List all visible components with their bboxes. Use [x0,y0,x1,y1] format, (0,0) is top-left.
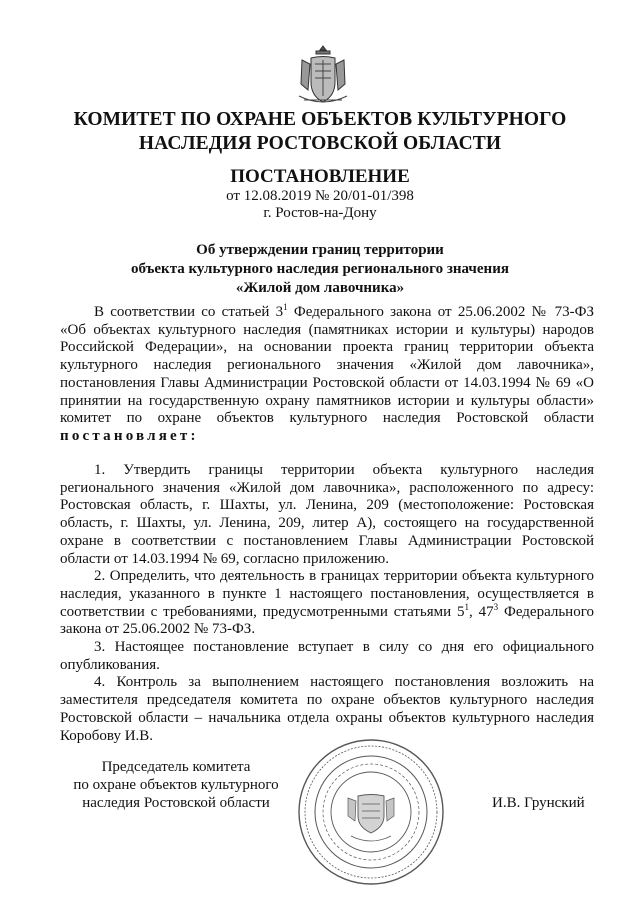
subject-line: Об утверждении границ территории [196,242,444,258]
preamble-paragraph [60,304,594,446]
item-text: , 47 [469,603,494,620]
coat-of-arms-icon [296,44,350,106]
subject-line: объекта культурного наследия регионального значения [131,261,509,277]
superscript: 1 [464,601,470,612]
committee-name [70,108,570,156]
signatory-name: И.В. Грунский [492,795,585,811]
decree-item-3: 3. Настоящее постановление вступает в силу со дня его официального опубликования. [60,639,594,673]
document-subject [90,241,550,298]
decree-word: постановляет: [60,427,199,444]
item-text: Федерального закона от 25.06.2002 № 73-ФЗ. [60,603,594,638]
subject-line: «Жилой дом лавочника» [235,280,405,296]
decree-item-4: 4. Контроль за выполнением настоящего постановления возложить на заместителя председателя комитета по охране объектов культурного наследия Ростовской области – начальника отдела охраны объектов культурного наследия Коробову И.В. [60,674,594,744]
position-line: наследия Ростовской области [82,795,270,811]
superscript: 1 [283,302,288,312]
document-city: г. Ростов-на-Дону [263,205,377,221]
position-line: по охране объектов культурного [73,777,279,793]
committee-name-line: НАСЛЕДИЯ РОСТОВСКОЙ ОБЛАСТИ [138,133,502,154]
decree-items [60,462,594,745]
preamble-text: В соответствии со статьей 3 [94,304,284,320]
document-type: ПОСТАНОВЛЕНИЕ [230,166,410,187]
decree-item-2 [60,568,594,639]
committee-name-line: КОМИТЕТ ПО ОХРАНЕ ОБЪЕКТОВ КУЛЬТУРНОГО [73,109,567,130]
signatory-position [60,758,292,812]
superscript: 3 [493,601,499,612]
position-line: Председатель комитета [101,759,251,775]
preamble-text: Федерального закона от 25.06.2002 № 73-ФЗ «Об объектах культурного наследия (памятниках истории и культуры) народов Российской Федерации», на основании проекта границ территории объекта культурного наследия регионального значения «Жилой дом лавочника», постановления Главы Администрации Ростовской области от 14.03.1994 № 69 «О принятии на государственную охрану памятников истории и культуры области» комитет по охране объектов культурного наследия Ростовской области [60,304,594,427]
official-seal-icon [296,738,446,886]
item-text: 2. Определить, что деятельность в границах территории объекта культурного наследия, указанного в пункте 1 настоящего постановления, осуществляется в соответствии с требованиями, предусмотренными статьями 5 [60,568,594,620]
decree-item-1: 1. Утвердить границы территории объекта культурного наследия регионального значения «Жилой дом лавочника», расположенного по адресу: Ростовская область, г. Шахты, ул. Ленина, 209 (местоположение: Ростовская область, г. Шахты, ул. Ленина, 209, литер А), состоящего на государственной охране в соответствии с постановлением Главы Администрации Ростовской области от 14.03.1994 № 69, согласно приложению. [60,462,594,567]
document-date-number: от 12.08.2019 № 20/01-01/398 [226,188,414,204]
